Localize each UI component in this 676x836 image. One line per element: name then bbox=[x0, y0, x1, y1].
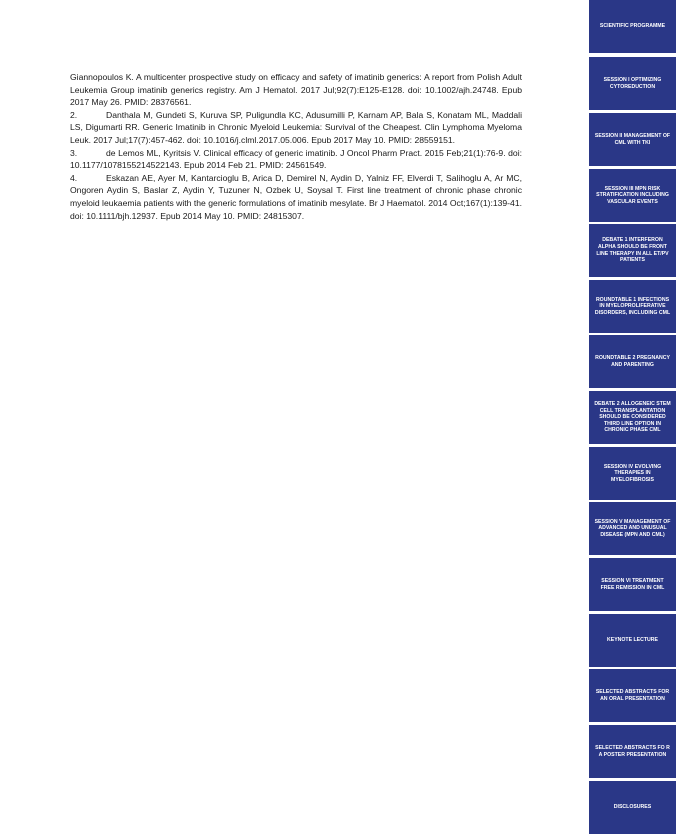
nav-roundtable-2[interactable]: ROUNDTABLE 2 PREGNANCY AND PARENTING bbox=[589, 335, 676, 388]
reference-1 bbox=[70, 71, 522, 109]
nav-session-1[interactable]: SESSION I OPTIMIZING CYTOREDUCTION bbox=[589, 57, 676, 110]
sidebar-nav bbox=[589, 0, 676, 836]
nav-session-6[interactable]: SESSION VI TREATMENT FREE REMISSION IN CML bbox=[589, 558, 676, 611]
reference-3-text: de Lemos ML, Kyritsis V. Clinical efficacy of generic imatinib. J Oncol Pharm Pract. 2015 Feb;21(1):76-9. doi: 10.1177/1078155214522143. Epub 2014 Feb 21. PMID: 24561549. bbox=[70, 147, 522, 171]
reference-3 bbox=[70, 147, 522, 172]
nav-session-4[interactable]: SESSION IV EVOLVING THERAPIES IN MYELOFIBROSIS bbox=[589, 447, 676, 500]
nav-debate-2[interactable]: DEBATE 2 ALLOGENEIC STEM CELL TRANSPLANTATION SHOULD BE CONSIDERED THIRD LINE OPTION IN CHRONIC PHASE CML bbox=[589, 391, 676, 444]
reference-list bbox=[70, 71, 522, 222]
nav-scientific-programme[interactable]: SCIENTIFIC PROGRAMME bbox=[589, 0, 676, 53]
reference-4-number: 4. bbox=[70, 172, 78, 183]
reference-2 bbox=[70, 109, 522, 147]
nav-oral-abstracts[interactable]: SELECTED ABSTRACTS FOR AN ORAL PRESENTATION bbox=[589, 669, 676, 722]
reference-4 bbox=[70, 172, 522, 222]
nav-session-3[interactable]: SESSION III MPN RISK STRATIFICATION INCLUDING VASCULAR EVENTS bbox=[589, 169, 676, 222]
reference-3-number: 3. bbox=[70, 147, 78, 158]
nav-disclosures[interactable]: DISCLOSURES bbox=[589, 781, 676, 834]
nav-debate-1[interactable]: DEBATE 1 INTERFERON ALPHA SHOULD BE FRONT LINE THERAPY IN ALL ET/PV PATIENTS bbox=[589, 224, 676, 277]
reference-2-text: Danthala M, Gundeti S, Kuruva SP, Puligundla KC, Adusumilli P, Karnam AP, Bala S, Konatam ML, Maddali LS, Digumarti RR. Generic Imatinib in Chronic Myeloid Leukemia: Survival of the Cheapest. Clin Lymphoma Myeloma Leuk. 2017 Jul;17(7):457-462. doi: 10.1016/j.clml.2017.05.006. Epub 2017 May 10. PMID: 28559151. bbox=[70, 109, 522, 145]
nav-keynote-lecture[interactable]: KEYNOTE LECTURE bbox=[589, 614, 676, 667]
reference-2-number: 2. bbox=[70, 109, 78, 120]
reference-1-text: Giannopoulos K. A multicenter prospective study on efficacy and safety of imatinib generics: A report from Polish Adult Leukemia Group imatinib generics registry. Am J Hematol. 2017 Jul;92(7):E125-E128. doi: 10.1002/ajh.24748. Epub 2017 May 26. PMID: 28376561. bbox=[70, 72, 522, 108]
nav-poster-abstracts[interactable]: SELECTED ABSTRACTS FO R A POSTER PRESENTATION bbox=[589, 725, 676, 778]
nav-session-2[interactable]: SESSION II MANAGEMENT OF CML WITH TKI bbox=[589, 113, 676, 166]
reference-4-text: Eskazan AE, Ayer M, Kantarcioglu B, Arica D, Demirel N, Aydin D, Yalniz FF, Elverdi T, Salihoglu A, Ar MC, Ongoren Aydin S, Baslar Z, Aydin Y, Tuzuner N, Ozbek U, Soysal T. First line treatment of chronic phase chronic myeloid leukaemia patients with the generic formulations of imatinib mesylate. Br J Haematol. 2014 Oct;167(1):139-41. doi: 10.1111/bjh.12937. Epub 2014 May 10. PMID: 24815307. bbox=[70, 172, 522, 221]
nav-roundtable-1[interactable]: ROUNDTABLE 1 INFECTIONS IN MYELOPROLIFERATIVE DISORDERS, INCLUDING CML bbox=[589, 280, 676, 333]
nav-session-5[interactable]: SESSION V MANAGEMENT OF ADVANCED AND UNUSUAL DISEASE (MPN AND CML) bbox=[589, 502, 676, 555]
